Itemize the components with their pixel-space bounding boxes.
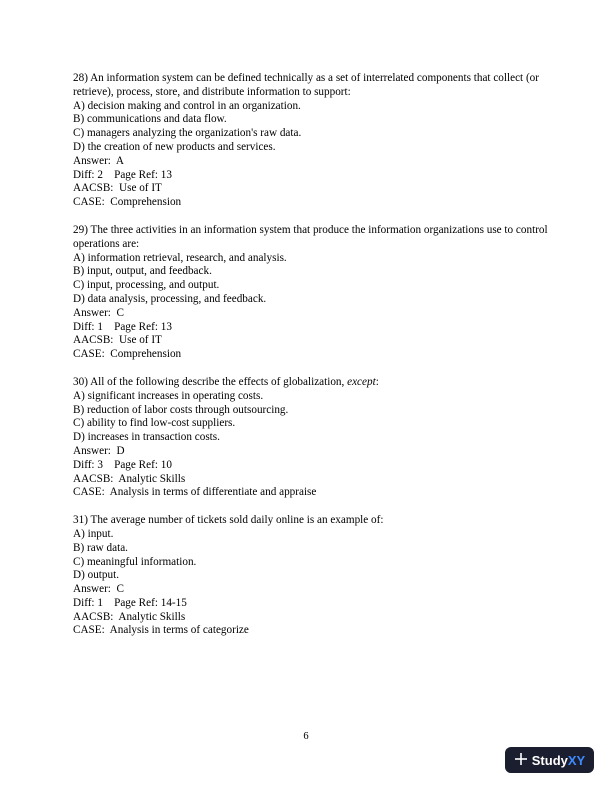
case: CASE: Analysis in terms of differentiate and appraise — [73, 486, 317, 499]
option-b: B) communications and data flow. — [73, 113, 227, 126]
option-a: A) significant increases in operating costs. — [73, 389, 264, 402]
difficulty: Diff: 3 Page Ref: 10 — [73, 458, 172, 471]
answer: Answer: A — [73, 154, 124, 167]
option-d: D) the creation of new products and services. — [73, 140, 276, 153]
question-31 — [73, 514, 553, 638]
option-c: C) managers analyzing the organization's raw data. — [73, 127, 302, 140]
option-a: A) decision making and control in an organization. — [73, 99, 301, 112]
option-b: B) input, output, and feedback. — [73, 265, 212, 278]
badge-text-accent: XY — [567, 752, 586, 768]
aacsb: AACSB: Use of IT — [73, 334, 162, 347]
option-c: C) ability to find low-cost suppliers. — [73, 417, 236, 430]
case: CASE: Analysis in terms of categorize — [73, 624, 249, 637]
answer: Answer: C — [73, 583, 124, 596]
answer: Answer: C — [73, 306, 124, 319]
studyxy-badge[interactable] — [505, 747, 594, 773]
option-c: C) input, processing, and output. — [73, 279, 220, 292]
option-d: D) data analysis, processing, and feedback. — [73, 292, 267, 305]
badge-text-main: Study — [531, 752, 568, 768]
stem-emphasis: except — [347, 375, 376, 388]
aacsb: AACSB: Use of IT — [73, 182, 162, 195]
aacsb: AACSB: Analytic Skills — [73, 610, 186, 623]
question-stem: 29) The three activities in an information system that produce the information organizations use to control operations are: — [73, 223, 548, 250]
question-stem: 31) The average number of tickets sold daily online is an example of: — [73, 514, 384, 527]
case: CASE: Comprehension — [73, 196, 182, 209]
question-30 — [73, 376, 553, 500]
question-29 — [73, 224, 553, 362]
difficulty: Diff: 1 Page Ref: 14-15 — [73, 596, 187, 609]
stem-end: : — [375, 375, 379, 388]
option-d: D) increases in transaction costs. — [73, 431, 220, 444]
document-body — [73, 72, 553, 652]
option-b: B) raw data. — [73, 541, 128, 554]
option-a: A) input. — [73, 527, 114, 540]
stem-text: 30) All of the following describe the effects of globalization, — [73, 375, 348, 388]
answer: Answer: D — [73, 444, 125, 457]
difficulty: Diff: 1 Page Ref: 13 — [73, 320, 172, 333]
plus-icon — [514, 752, 528, 769]
option-a: A) information retrieval, research, and analysis. — [73, 251, 287, 264]
question-stem — [73, 376, 553, 390]
option-d: D) output. — [73, 569, 119, 582]
option-c: C) meaningful information. — [73, 555, 197, 568]
difficulty: Diff: 2 Page Ref: 13 — [73, 168, 172, 181]
case: CASE: Comprehension — [73, 348, 182, 361]
page-number: 6 — [303, 731, 309, 742]
question-stem: 28) An information system can be defined technically as a set of interrelated components that collect (or retrieve), process, store, and distribute information to support: — [73, 72, 539, 98]
option-b: B) reduction of labor costs through outsourcing. — [73, 403, 289, 416]
aacsb: AACSB: Analytic Skills — [73, 472, 186, 485]
question-28 — [73, 72, 553, 210]
